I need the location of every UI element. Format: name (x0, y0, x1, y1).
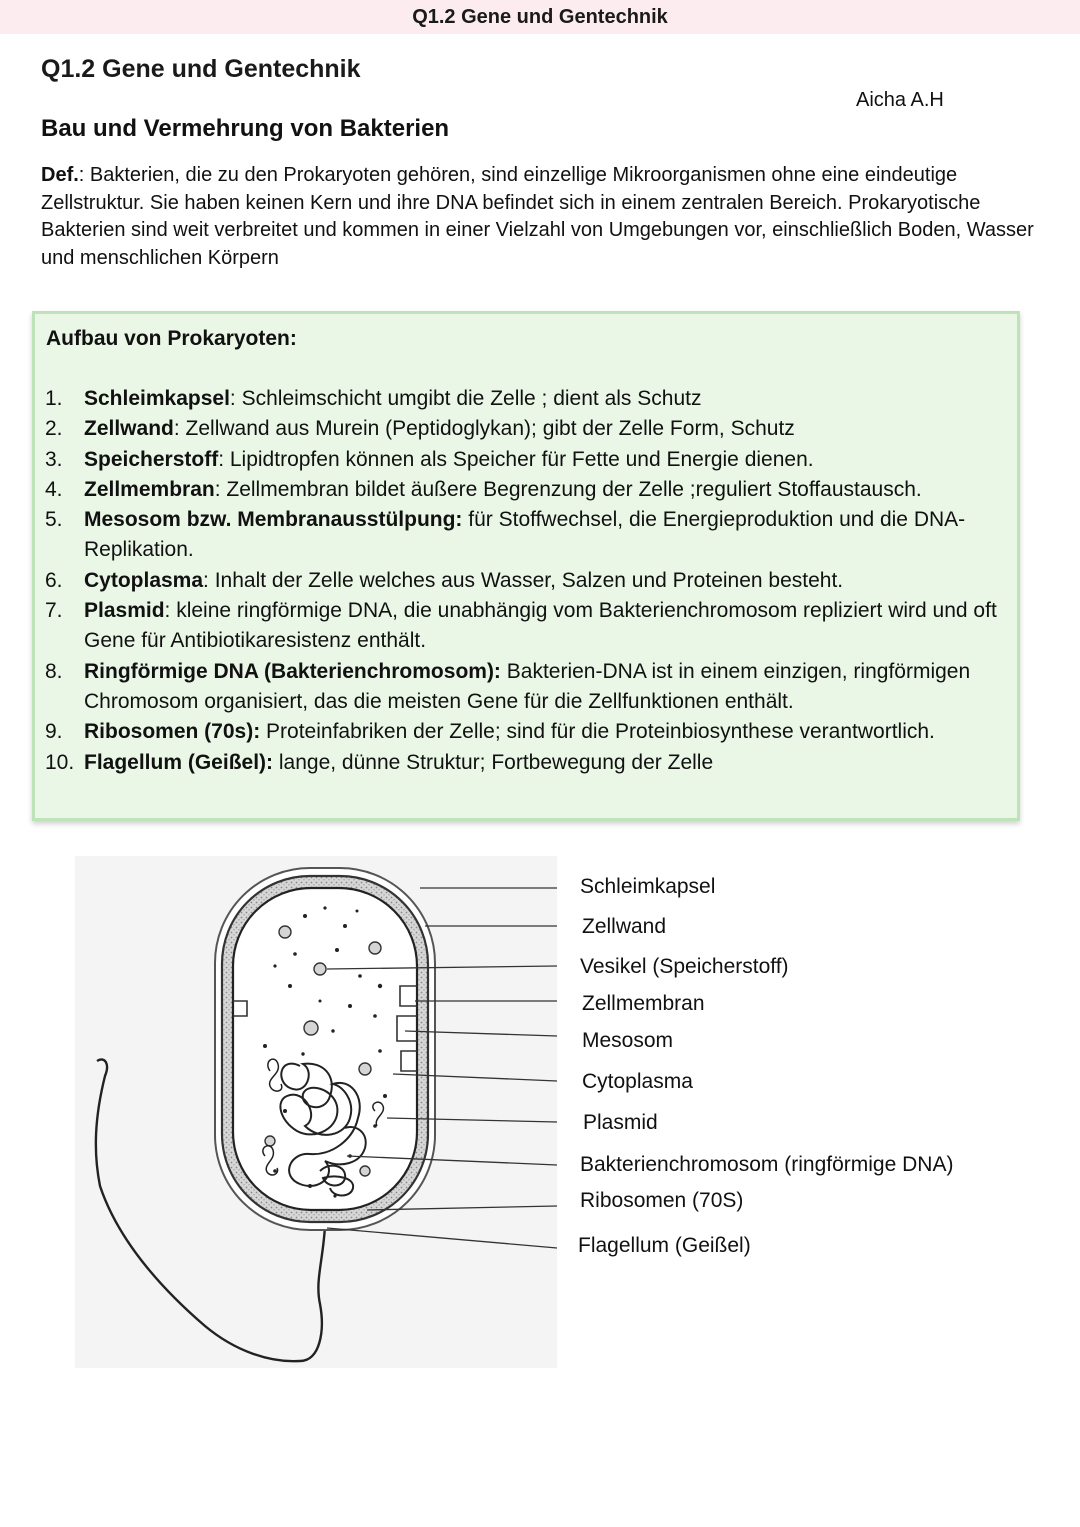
item-description: für Stoffwechsel, die Energieproduktion und die DNA-Replikation. (84, 508, 966, 562)
label-bakterienchromosom: Bakterienchromosom (ringförmige DNA) (580, 1153, 954, 1176)
list-item (45, 717, 1010, 747)
item-text (84, 475, 1010, 505)
item-text (84, 445, 1010, 475)
item-number: 4. (45, 477, 63, 501)
bacterium-drawing (75, 856, 557, 1368)
list-item (45, 414, 1010, 444)
item-number: 2. (45, 417, 63, 441)
label-plasmid: Plasmid (583, 1111, 658, 1134)
item-term: Zellmembran (84, 477, 215, 501)
list-item (45, 748, 1010, 778)
page-title: Q1.2 Gene und Gentechnik (41, 55, 361, 83)
label-schleimkapsel: Schleimkapsel (580, 875, 716, 898)
section-heading: Bau und Vermehrung von Bakterien (41, 115, 450, 142)
item-term: Ringförmige DNA (Bakterienchromosom): (84, 659, 501, 683)
item-description: lange, dünne Struktur; Fortbewegung der Zelle (273, 750, 714, 774)
item-term: Plasmid (84, 599, 165, 623)
item-description: : Lipidtropfen können als Speicher für Fette und Energie dienen. (218, 447, 814, 471)
label-zellwand: Zellwand (582, 915, 667, 938)
item-text (84, 596, 1010, 657)
item-text (84, 505, 1010, 566)
item-term: Mesosom bzw. Membranausstülpung: (84, 508, 463, 532)
item-number: 1. (45, 387, 63, 410)
item-description: : kleine ringförmige DNA, die unabhängig vom Bakterienchromosom repliziert wird und oft Gene für Antibiotikaresistenz enthält. (84, 599, 997, 653)
structure-list (45, 384, 1010, 778)
item-text (84, 717, 1010, 747)
item-term: Schleimkapsel (84, 387, 230, 410)
item-number: 9. (45, 720, 63, 744)
item-text (84, 414, 1010, 444)
item-description: Proteinfabriken der Zelle; sind für die Proteinbiosynthese verantwortlich. (260, 720, 935, 744)
label-zellmembran: Zellmembran (582, 992, 705, 1015)
structure-box (32, 311, 1020, 821)
list-item (45, 566, 1010, 596)
item-description: : Inhalt der Zelle welches aus Wasser, Salzen und Proteinen besteht. (203, 568, 844, 592)
item-description: : Zellwand aus Murein (Peptidoglykan); gibt der Zelle Form, Schutz (173, 417, 795, 441)
item-description: Bakterien-DNA ist in einem einzigen, ringförmigen Chromosom organisiert, das die meisten Gene für die Zellfunktionen enthält. (84, 659, 971, 713)
label-cytoplasma: Cytoplasma (582, 1070, 693, 1093)
item-number: 7. (45, 599, 63, 623)
header-title: Q1.2 Gene und Gentechnik (412, 6, 668, 28)
list-item (45, 445, 1010, 475)
item-term: Ribosomen (70s): (84, 720, 261, 744)
label-flagellum: Flagellum (Geißel) (578, 1234, 751, 1257)
item-number: 5. (45, 508, 63, 532)
header-bar (0, 0, 1080, 34)
bacterium-diagram (75, 856, 557, 1368)
item-term: Flagellum (Geißel): (84, 750, 274, 774)
item-description: : Zellmembran bildet äußere Begrenzung der Zelle ;reguliert Stoffaustausch. (214, 477, 922, 501)
list-item (45, 657, 1010, 718)
list-item (45, 384, 1010, 414)
label-vesikel: Vesikel (Speicherstoff) (580, 955, 789, 978)
item-term: Cytoplasma (84, 568, 204, 592)
definition-term: Def. (41, 164, 79, 186)
label-mesosom: Mesosom (582, 1029, 674, 1052)
item-text (84, 748, 1010, 778)
box-title: Aufbau von Prokaryoten: (46, 327, 297, 350)
item-number: 8. (45, 659, 63, 683)
list-item (45, 475, 1010, 505)
item-term: Zellwand (84, 417, 174, 441)
item-term: Speicherstoff (84, 447, 219, 471)
author-name: Aicha A.H (856, 89, 944, 111)
item-number: 10. (45, 750, 75, 774)
label-ribosomen: Ribosomen (70S) (580, 1189, 744, 1212)
item-text (84, 657, 1010, 718)
list-item (45, 596, 1010, 657)
item-description: : Schleimschicht umgibt die Zelle ; dient als Schutz (229, 387, 702, 410)
item-number: 3. (45, 447, 63, 471)
item-number: 6. (45, 568, 63, 592)
definition-paragraph (41, 162, 1041, 272)
item-text (84, 566, 1010, 596)
list-item (45, 505, 1010, 566)
item-text (84, 384, 1010, 414)
definition-text: : Bakterien, die zu den Prokaryoten gehören, sind einzellige Mikroorganismen ohne eine eindeutige Zellstruktur. Sie haben keinen Kern und ihre DNA befindet sich in einem zentralen Bereich. Prokaryotische Bakterien sind weit verbreitet und kommen in einer Vielzahl von Umgebungen vor, einschließlich Boden, Wasser und menschlichen Körpern (41, 164, 1034, 269)
